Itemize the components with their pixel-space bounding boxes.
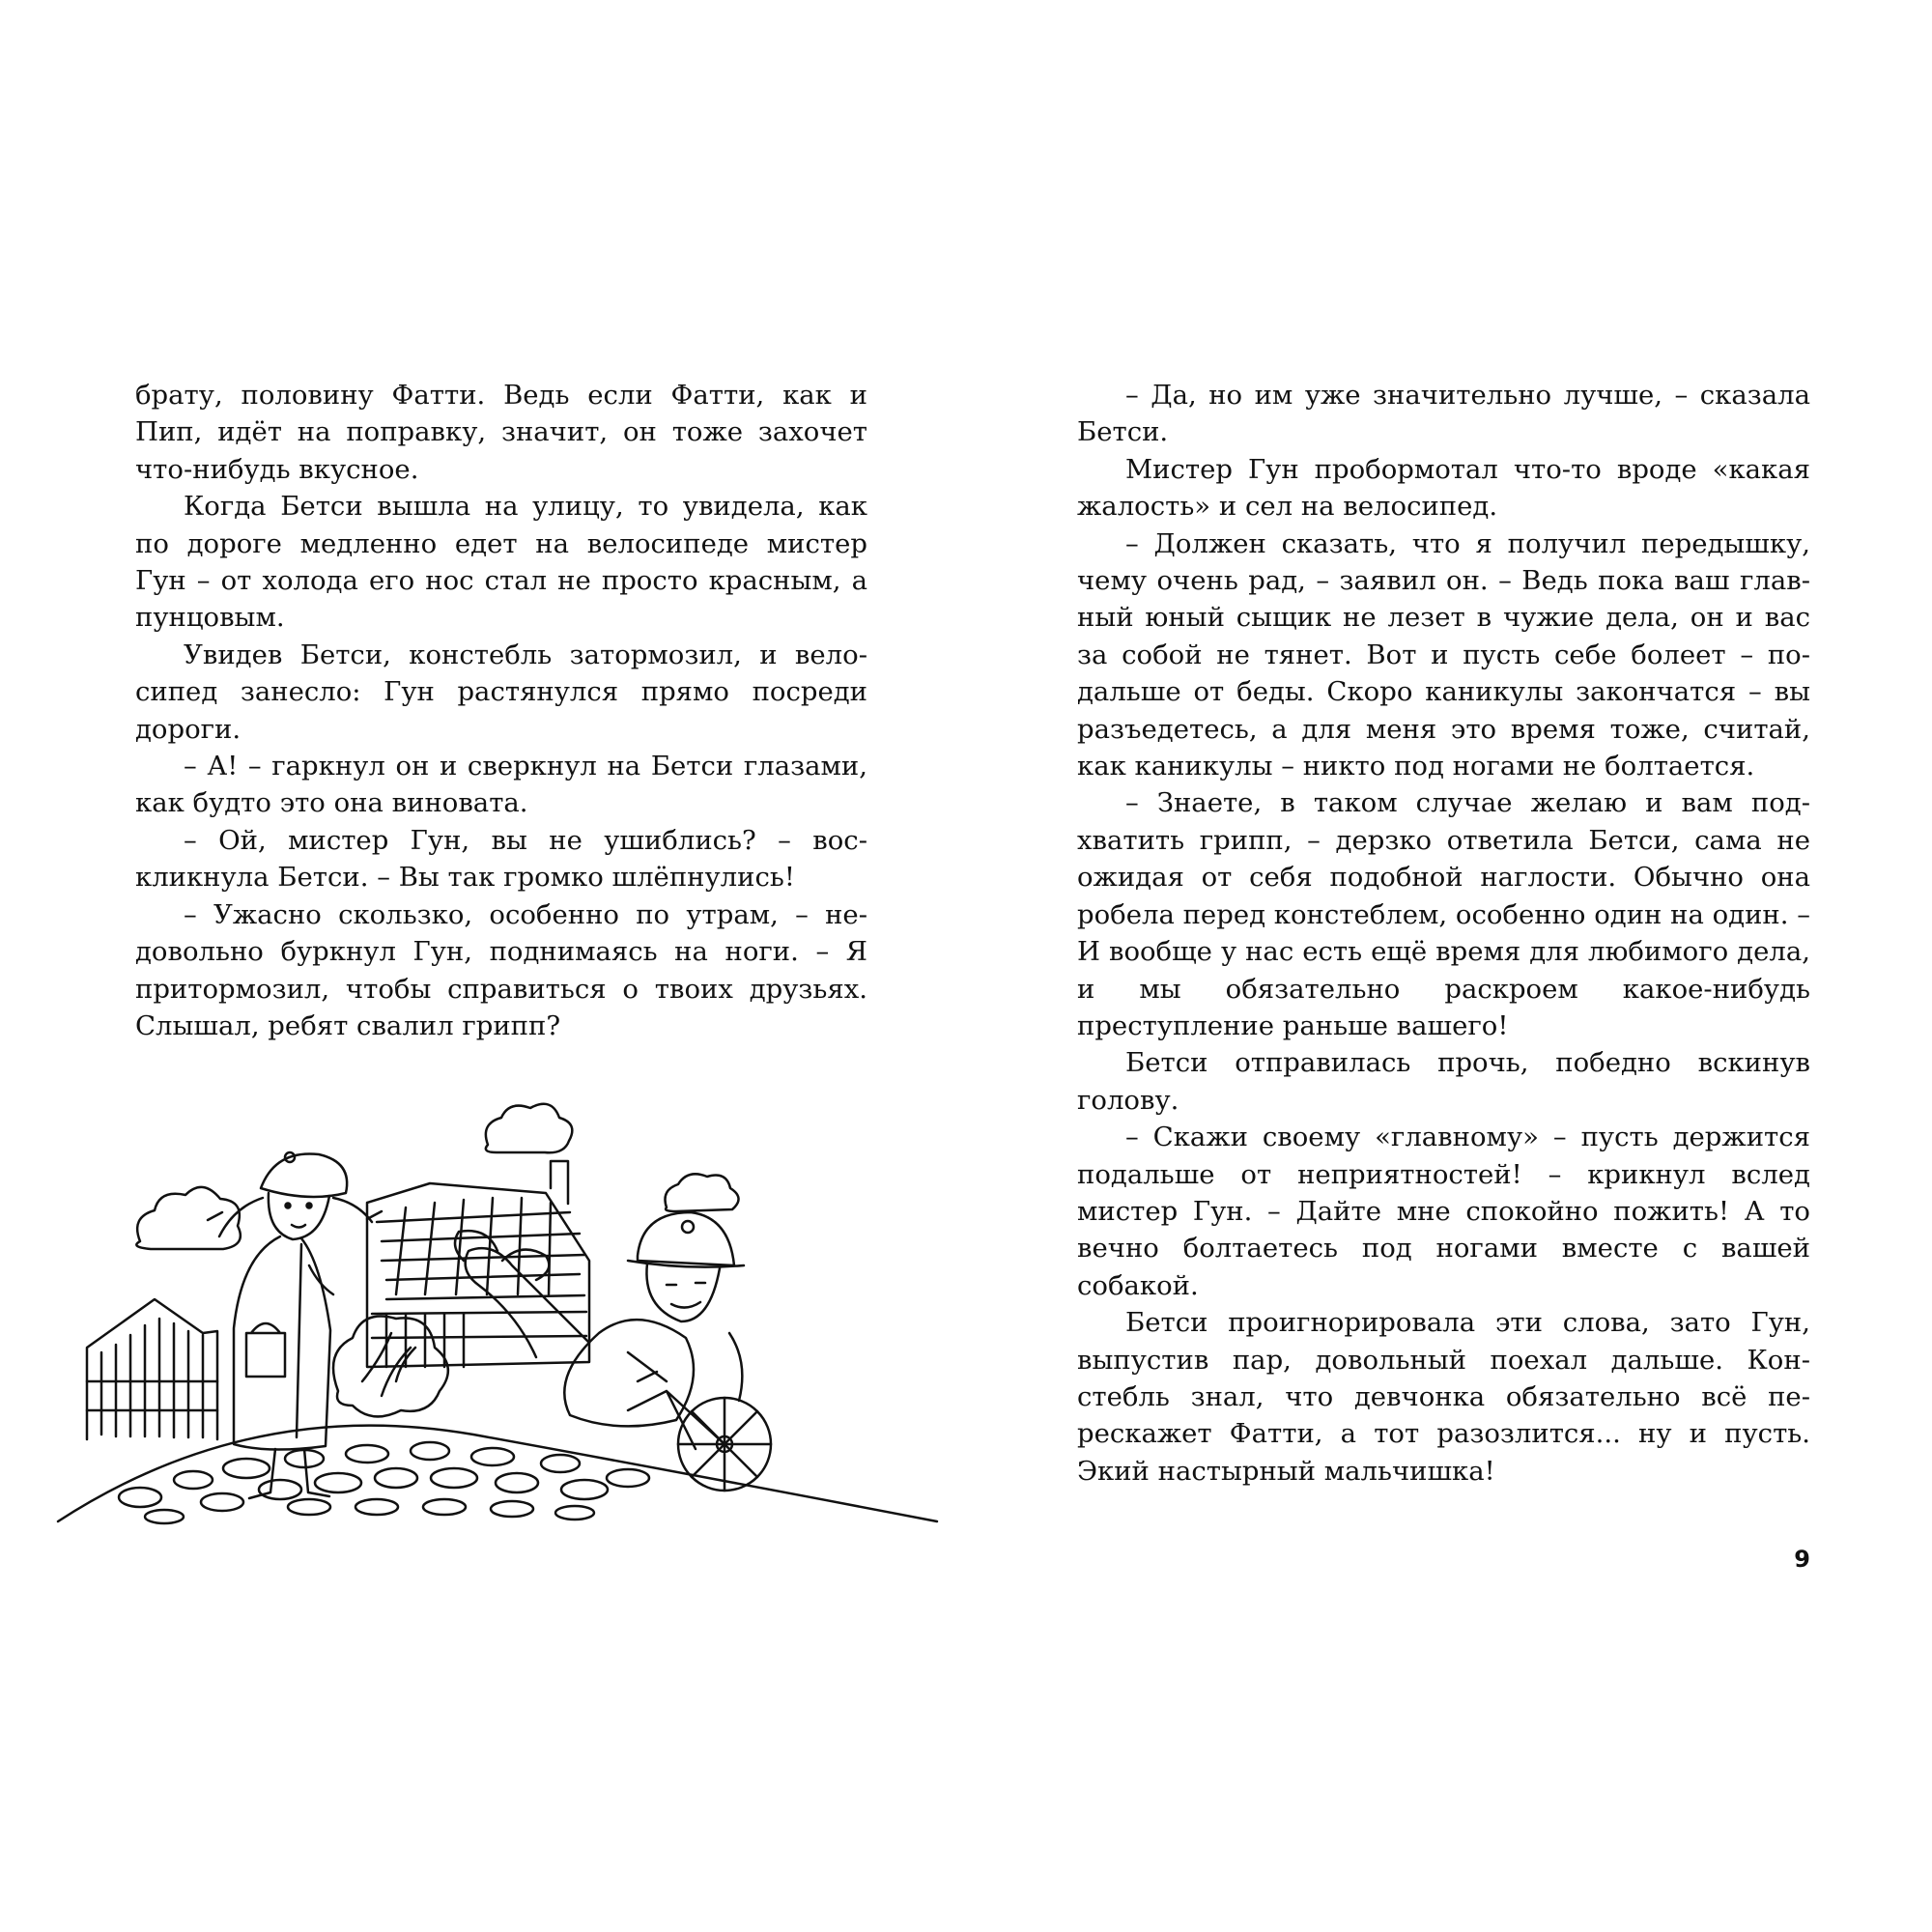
- paragraph: – А! – гаркнул он и сверкнул на Бетси глазами, как будто это она виновата.: [135, 751, 867, 819]
- girl-legs: [249, 1449, 329, 1498]
- paragraph: – Должен сказать, что я получил передышку, чему очень рад, – заявил он. – Ведь пока ваш главный юный сыщик не лезет в чужие дела, он и вас за собой не тянет. Вот и пусть себе болеет – подальше от беды. Скоро каникулы закончатся – вы разъедетесь, а для меня это время тоже, считай, как каникулы – никто под ногами не болтается.: [1077, 527, 1810, 782]
- house-left: [87, 1299, 217, 1439]
- girl-coat: [234, 1236, 330, 1450]
- paragraph: брату, половину Фатти. Ведь если Фатти, как и Пип, идёт на поправку, значит, он тоже захочет что-нибудь вкусное.: [135, 380, 867, 485]
- paragraph: Мистер Гун пробормотал что-то вроде «какая жалость» и сел на велосипед.: [1077, 453, 1810, 523]
- girl-bag: [246, 1323, 285, 1377]
- right-page-text: [1077, 377, 1810, 1490]
- cloud-left: [136, 1187, 241, 1249]
- paragraph: – Ой, мистер Гун, вы не ушиблись? – воскликнула Бетси. – Вы так громко шлёпнулись!: [135, 824, 867, 894]
- paragraph: Бетси отправилась прочь, победно вскинув голову.: [1077, 1047, 1810, 1116]
- policeman-face: [646, 1264, 720, 1321]
- paragraph: Когда Бетси вышла на улицу, то увидела, как по дороге медленно едет на велосипеде мистер Гун – от холода его нос стал не просто красным, а пунцовым.: [135, 491, 867, 634]
- paragraph: Увидев Бетси, констебль затормозил, и велосипед занесло: Гун растянулся прямо посреди дороги.: [135, 639, 867, 745]
- left-page-text: [135, 377, 867, 1044]
- policeman-legs: [466, 1248, 589, 1357]
- girl-face: [269, 1193, 329, 1239]
- paragraph: – Знаете, в таком случае желаю и вам подхватить грипп, – дерзко ответила Бетси, сама не ожидая от себя подобной наглости. Обычно она робела перед констеблем, особенно один на один. – И вообще у нас есть ещё время для любимого дела, и мы обязательно раскроем какое-нибудь преступление раньше вашего!: [1077, 787, 1810, 1041]
- paragraph: – Скажи своему «главному» – пусть держится подальше от неприятностей! – крикнул вслед мистер Гун. – Дайте мне спокойно пожить! А то вечно болтаетесь под ногами вместе с вашей собакой.: [1077, 1122, 1810, 1301]
- page-number: 9: [1794, 1546, 1810, 1573]
- paragraph: – Ужасно скользко, особенно по утрам, – недовольно буркнул Гун, поднимаясь на ноги. – Я притормозил, чтобы справиться о твоих друзьях. Слышал, ребят свалил грипп?: [135, 898, 867, 1041]
- cloud-right: [666, 1174, 739, 1211]
- girl-beret: [261, 1153, 347, 1197]
- paragraph: – Да, но им уже значительно лучше, – сказала Бетси.: [1077, 380, 1810, 448]
- book-illustration: [48, 1092, 947, 1526]
- paragraph: Бетси проигнорировала эти слова, зато Гун, выпустив пар, довольный поехал дальше. Констебль знал, что девчонка обязательно всё перескажет Фатти, а тот разозлится... ну и пусть. Экий настырный мальчишка!: [1077, 1307, 1810, 1487]
- ground-line: [58, 1426, 937, 1521]
- cloud-top: [486, 1104, 572, 1152]
